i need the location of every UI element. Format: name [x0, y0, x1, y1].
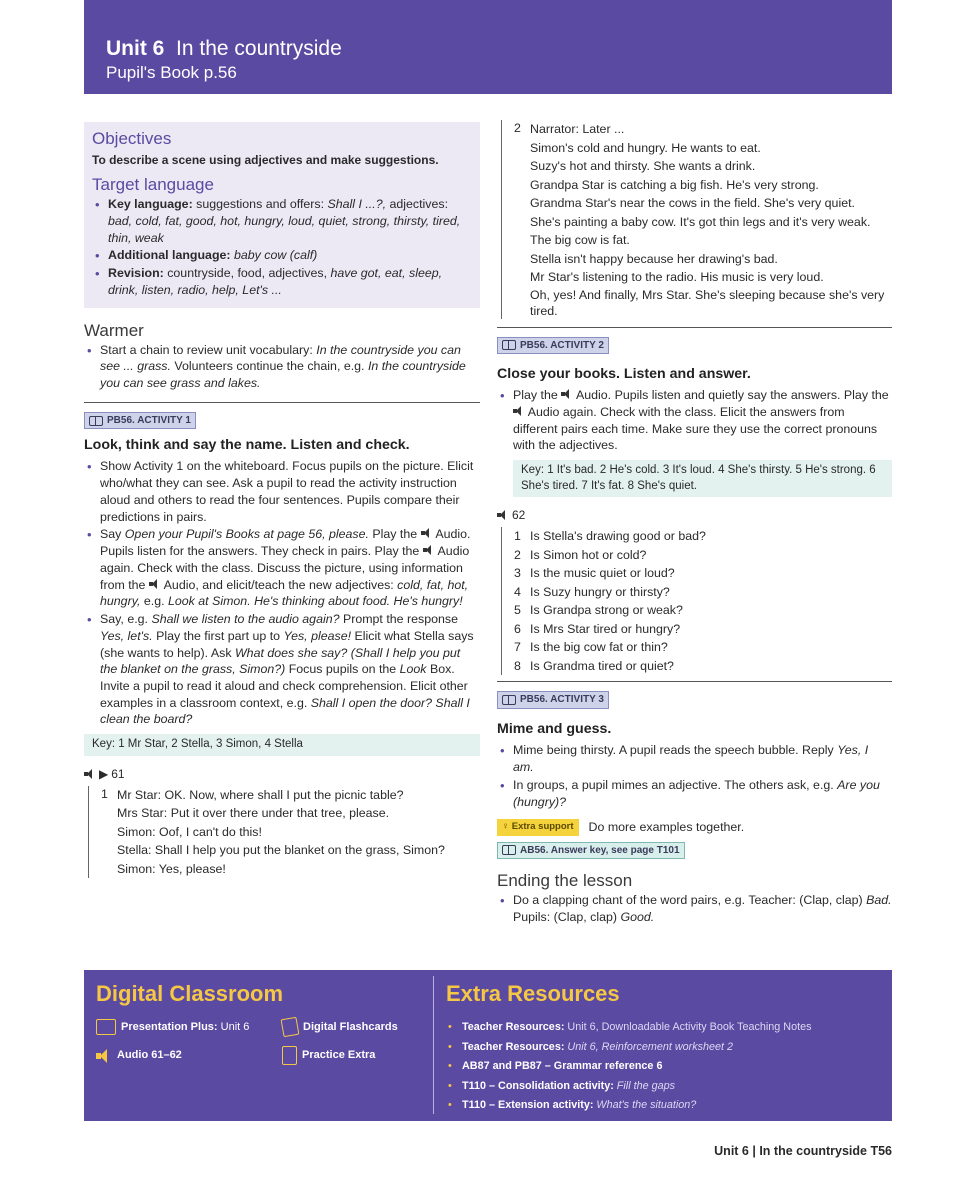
- speaker-icon: [149, 579, 161, 589]
- question-item: 4 Is Suzy hungry or thirsty?: [514, 584, 670, 599]
- question-item: 5 Is Grandpa strong or weak?: [514, 603, 683, 618]
- script-line: Simon: Yes, please!: [117, 861, 226, 876]
- activity2-tag: PB56. ACTIVITY 2: [497, 337, 609, 355]
- target-language-list: [92, 196, 472, 298]
- divider: [497, 327, 892, 328]
- activity2-title: Close your books. Listen and answer.: [497, 365, 751, 382]
- audio-item[interactable]: Audio 61–62: [96, 1046, 282, 1065]
- speaker-icon: [84, 769, 96, 779]
- activity2-list: [497, 387, 892, 454]
- objectives-title: Objectives: [92, 129, 172, 148]
- list-item: • Revision: countryside, food, adjectives, have got, eat, sleep, drink, listen, radio, help, Let's ...: [92, 265, 472, 298]
- divider: [497, 681, 892, 682]
- activity1-key: Key: 1 Mr Star, 2 Stella, 3 Simon, 4 Stella: [84, 734, 480, 756]
- script-line: Suzy's hot and thirsty. She wants a drink.: [530, 159, 756, 173]
- objectives-text: To describe a scene using adjectives and make suggestions.: [92, 153, 439, 167]
- track-61-script: [88, 786, 480, 879]
- objectives-box: [84, 122, 480, 308]
- script-line: Grandma Star's near the cows in the field. She's very quiet.: [530, 196, 855, 210]
- script-line: Grandpa Star is catching a big fish. He's very strong.: [530, 177, 819, 192]
- question-item: 7 Is the big cow fat or thin?: [514, 640, 668, 655]
- ending-list: [497, 892, 892, 925]
- warmer-title: Warmer: [84, 320, 144, 340]
- activity3-list: [497, 742, 892, 811]
- digital-flashcards-item[interactable]: Digital Flashcards: [282, 1018, 432, 1036]
- lightbulb-icon: ♀: [502, 820, 512, 832]
- narrator-script: [501, 120, 892, 319]
- unit-title: In the countryside: [176, 37, 342, 60]
- script-line: Simon's cold and hungry. He wants to eat.: [530, 140, 761, 155]
- script-number: 1: [101, 786, 108, 801]
- script-line: The big cow is fat.: [530, 233, 630, 247]
- script-number: 2: [514, 121, 521, 135]
- activity3-title: Mime and guess.: [497, 720, 612, 737]
- warmer-list: [84, 342, 480, 392]
- question-item: 1 Is Stella's drawing good or bad?: [514, 529, 706, 544]
- list-item: • Do a clapping chant of the word pairs, e.g. Teacher: (Clap, clap) Bad. Pupils: (Clap, clap) Good.: [497, 892, 892, 925]
- activity1-tag: PB56. ACTIVITY 1: [84, 412, 196, 430]
- track-62-questions: [501, 527, 892, 675]
- script-line: Narrator: Later ...: [530, 122, 625, 136]
- digital-classroom-title: Digital Classroom: [96, 981, 284, 1006]
- speaker-icon: [96, 1049, 112, 1063]
- extra-support-row: [497, 819, 892, 836]
- list-item: • Show Activity 1 on the whiteboard. Focus pupils on the picture. Elicit who/what they can see. Ask a pupil to read the activity instruction aloud and others to read the four sentences. Pupils compare their predictions in pairs.: [84, 458, 480, 525]
- question-item: 8 Is Grandma tired or quiet?: [514, 658, 674, 673]
- divider: [84, 402, 480, 403]
- list-item: • Start a chain to review unit vocabulary: In the countryside you can see ... grass. Volunteers continue the chain, e.g. In the countryside you can see grass and lakes.: [84, 342, 480, 392]
- list-item: • Mime being thirsty. A pupil reads the speech bubble. Reply Yes, I am.: [497, 742, 892, 775]
- extra-support-tag: ♀ Extra support: [497, 819, 579, 836]
- list-item: • Key language: suggestions and offers: Shall I ...?, adjectives: bad, cold, fat, good, hot, hungry, loud, quiet, strong, thirsty, tired, thin, weak: [92, 196, 472, 246]
- left-column: [84, 122, 480, 878]
- ending-title: Ending the lesson: [497, 871, 633, 891]
- list-item: • Teacher Resources: Unit 6, Downloadable Activity Book Teaching Notes: [446, 1018, 886, 1038]
- list-item: • T110 – Consolidation activity: Fill the gaps: [446, 1077, 886, 1097]
- activity1-title: Look, think and say the name. Listen and check.: [84, 437, 410, 454]
- page-footer: Unit 6 | In the countryside T56: [714, 1144, 892, 1158]
- target-language-title: Target language: [92, 175, 214, 195]
- book-icon: [502, 695, 516, 705]
- script-line: Stella: Shall I help you put the blanket on the grass, Simon?: [117, 843, 445, 858]
- book-icon: [89, 416, 103, 426]
- book-icon: [502, 340, 516, 350]
- practice-extra-item[interactable]: Practice Extra: [282, 1046, 432, 1065]
- script-line: Mr Star's listening to the radio. His music is very loud.: [530, 270, 824, 284]
- right-column: [497, 120, 892, 927]
- practice-icon: [282, 1046, 297, 1065]
- digital-classroom: [96, 980, 434, 1065]
- speaker-icon: [421, 528, 433, 538]
- activity1-list: [84, 458, 480, 728]
- speaker-icon: [497, 510, 509, 520]
- question-item: 3 Is the music quiet or loud?: [514, 566, 675, 581]
- extra-resources: [446, 980, 886, 1116]
- script-line: Oh, yes! And finally, Mrs Star. She's sleeping because she's very tired.: [530, 287, 885, 318]
- presentation-icon: [96, 1019, 116, 1035]
- book-icon: [502, 845, 516, 855]
- divider: [433, 976, 434, 1114]
- list-item: • In groups, a pupil mimes an adjective. The others ask, e.g. Are you (hungry)?: [497, 777, 892, 810]
- script-line: Mr Star: OK. Now, where shall I put the picnic table?: [117, 787, 404, 802]
- page-header: [84, 0, 892, 94]
- unit-subtitle: Pupil's Book p.56: [106, 63, 237, 82]
- unit-number: Unit 6: [106, 37, 165, 60]
- list-item: • Say, e.g. Shall we listen to the audio again? Prompt the response Yes, let's. Play the first part up to Yes, please! Elicit what Stella says (she wants to help). Ask What does she say? (Shall I help you put the blanket on the grass, Simon?) Focus pupils on the Look Box. Invite a pupil to read it aloud and check comprehension. Elicit other examples in a classroom context, e.g. Shall I open the door? Shall I clean the board?: [84, 611, 480, 728]
- list-item: • Additional language: baby cow (calf): [92, 247, 472, 264]
- speaker-icon: [561, 389, 573, 399]
- extra-resources-title: Extra Resources: [446, 981, 620, 1006]
- activity2-key: Key: 1 It's bad. 2 He's cold. 3 It's loud. 4 She's thirsty. 5 He's strong. 6 She's tired. 7 It's fat. 8 She's quiet.: [513, 460, 892, 497]
- presentation-plus-item[interactable]: Presentation Plus: Unit 6: [96, 1018, 282, 1036]
- speaker-icon: [513, 406, 525, 416]
- extra-support-text: Do more examples together.: [588, 819, 745, 834]
- script-line: Simon: Oof, I can't do this!: [117, 824, 262, 839]
- activity3-tag: PB56. ACTIVITY 3: [497, 691, 609, 709]
- script-line: Mrs Star: Put it over there under that tree, please.: [117, 806, 390, 821]
- track-62-label: 62: [497, 507, 892, 523]
- script-line: She's painting a baby cow. It's got thin legs and it's very weak.: [530, 214, 871, 229]
- ab-answer-key-tag: AB56. Answer key, see page T101: [497, 842, 685, 860]
- speaker-icon: [423, 545, 435, 555]
- list-item: • Play the Audio. Pupils listen and quietly say the answers. Play the Audio again. Check with the class. Elicit the answers from different pairs each time. Make sure they use the correct pronouns with the adjectives.: [497, 387, 892, 454]
- script-line: Stella isn't happy because her drawing's bad.: [530, 251, 778, 266]
- question-item: 2 Is Simon hot or cold?: [514, 547, 647, 562]
- track-61-label: ▶ 61: [84, 766, 480, 782]
- list-item: • Say Open your Pupil's Books at page 56, please. Play the Audio. Pupils listen for the answers. They check in pairs. Play the Audio again. Check with the class. Discuss the picture, using information from the Audio, and elicit/teach the new adjectives: cold, fat, hot, hungry, e.g. Look at Simon. He's thinking about food. He's hungry!: [84, 526, 480, 610]
- list-item: • AB87 and PB87 – Grammar reference 6: [446, 1057, 886, 1077]
- flashcards-icon: [281, 1017, 300, 1038]
- play-icon: ▶: [99, 766, 109, 781]
- list-item: • Teacher Resources: Unit 6, Reinforcement worksheet 2: [446, 1038, 886, 1058]
- list-item: • T110 – Extension activity: What's the situation?: [446, 1096, 886, 1116]
- extra-resources-list: [446, 1018, 886, 1116]
- bottom-resources-panel: [84, 970, 892, 1121]
- question-item: 6 Is Mrs Star tired or hungry?: [514, 621, 681, 636]
